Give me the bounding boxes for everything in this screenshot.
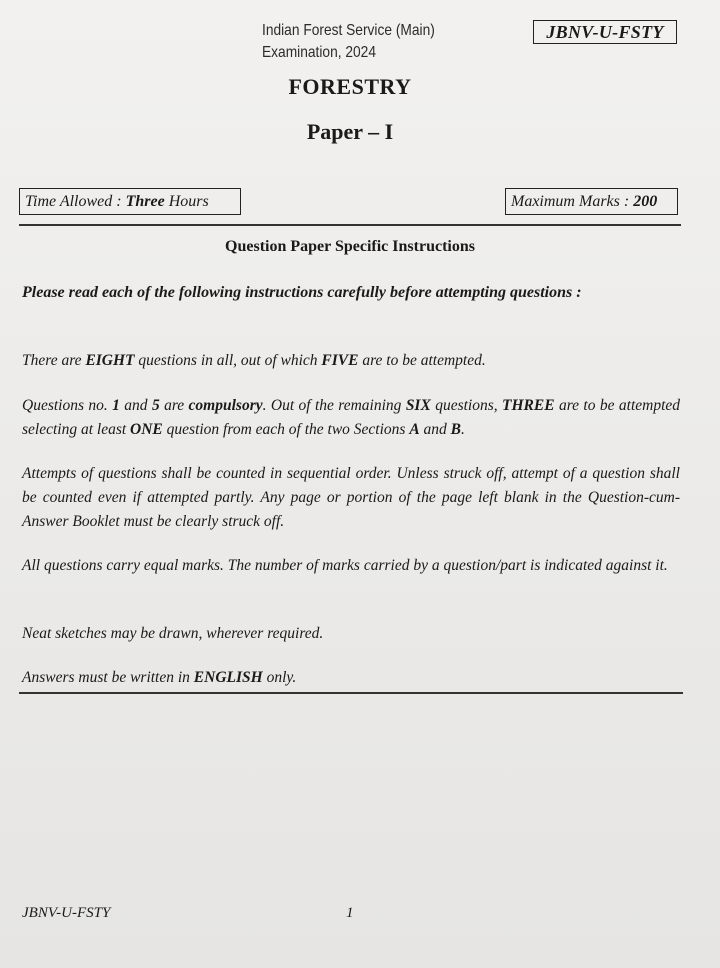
subject-title: FORESTRY (288, 74, 412, 99)
bottom-divider (19, 692, 683, 694)
instructions-intro: Please read each of the following instructions carefully before attempting questions : (22, 284, 582, 301)
page-number: 1 (346, 905, 354, 921)
instruction-equal-marks: All questions carry equal marks. The number of marks carried by a question/part is indicated against it. (22, 557, 668, 574)
instruction-compulsory-questions: Questions no. 1 and 5 are compulsory. Out of the remaining SIX questions, THREE are to be attempted selecting at least ONE question from each of the two Sections A and B. (22, 397, 681, 438)
exam-name-line2: Examination, 2024 (262, 44, 376, 61)
time-allowed-value: Three (125, 193, 165, 210)
instruction-sketches: Neat sketches may be drawn, wherever required. (22, 625, 324, 642)
paper-code-box: JBNV-U-FSTY (533, 20, 677, 44)
time-allowed-box (19, 188, 241, 215)
maximum-marks-value: 200 (633, 193, 658, 210)
instruction-question-count: There are EIGHT questions in all, out of which FIVE are to be attempted. (22, 352, 486, 369)
maximum-marks-label: Maximum Marks : (511, 193, 634, 210)
instruction-sequential-order: Attempts of questions shall be counted in sequential order. Unless struck off, attempt of a question shall be counted even if attempted partly. Any page or portion of the page left blank in the Question-cum-Answer Booklet must be clearly struck off. (22, 465, 680, 530)
instructions-heading: Question Paper Specific Instructions (225, 238, 475, 255)
instruction-language: Answers must be written in ENGLISH only. (22, 669, 297, 686)
time-allowed-label: Time Allowed : (25, 193, 126, 210)
paper-title: Paper – I (306, 119, 394, 144)
top-divider (19, 224, 681, 226)
footer-paper-code: JBNV-U-FSTY (22, 905, 111, 921)
maximum-marks-box (505, 188, 678, 215)
time-allowed-unit: Hours (164, 193, 209, 210)
exam-name-line1: Indian Forest Service (Main) (262, 22, 435, 39)
exam-name (262, 20, 435, 64)
